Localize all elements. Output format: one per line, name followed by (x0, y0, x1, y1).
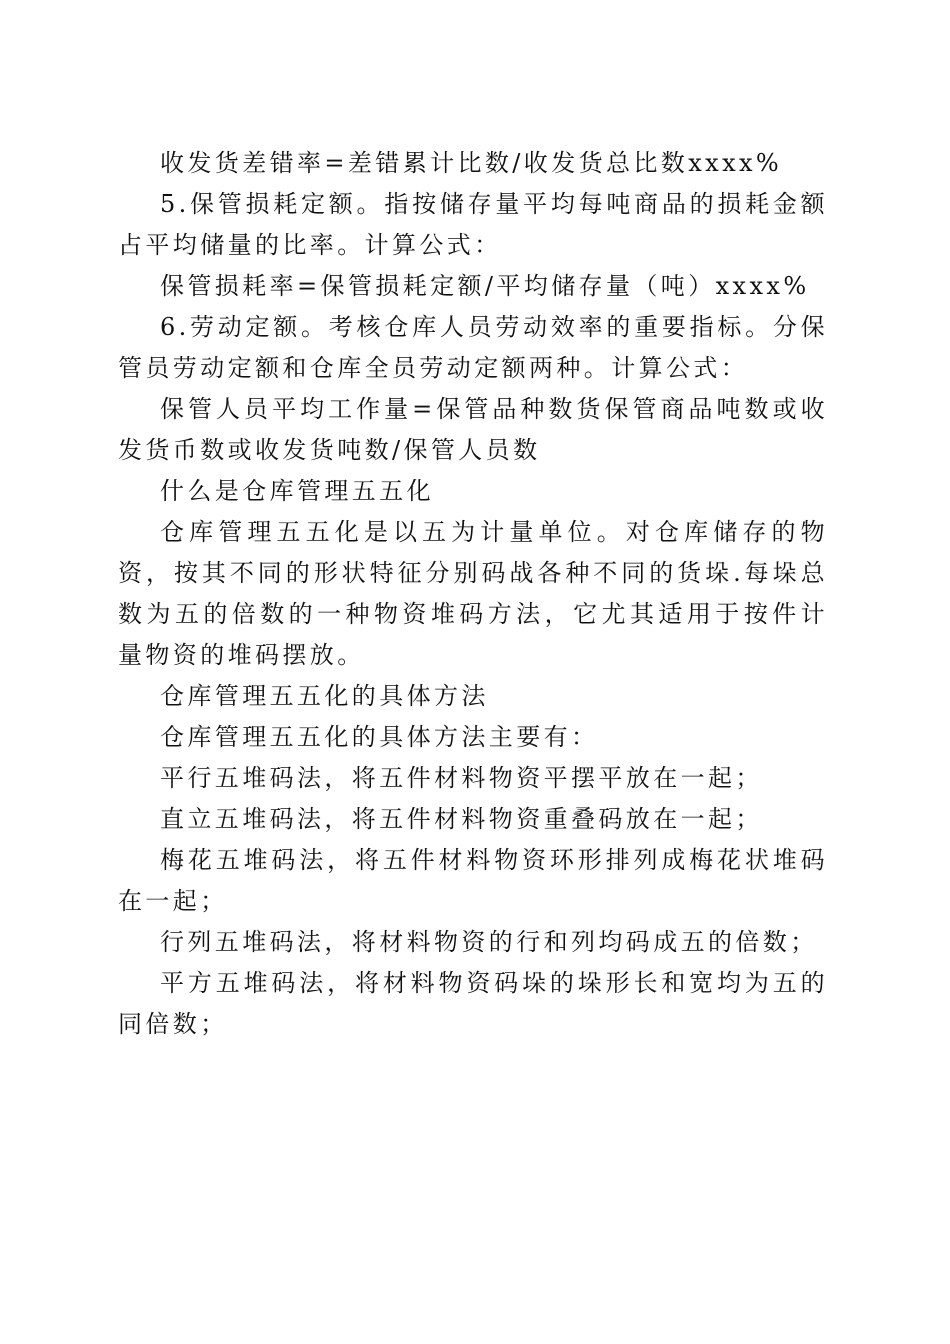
paragraph-labor-quota: 6.劳动定额。考核仓库人员劳动效率的重要指标。分保管员劳动定额和仓库全员劳动定额两种。计算公式： (118, 313, 828, 382)
list-item-row-column-stacking: 行列五堆码法，将材料物资的行和列均码成五的倍数； (160, 928, 818, 956)
paragraph-storage-loss-formula: 保管损耗率=保管损耗定额/平均储存量（吨）xxxx% (160, 272, 810, 300)
list-item-square-stacking: 平方五堆码法，将材料物资码垛的垛形长和宽均为五的同倍数； (118, 969, 828, 1038)
document-body (118, 143, 828, 1045)
list-item-parallel-stacking: 平行五堆码法，将五件材料物资平摆平放在一起； (160, 764, 763, 792)
heading-55-methods: 仓库管理五五化的具体方法 (160, 682, 489, 710)
paragraph-storage-loss-quota: 5.保管损耗定额。指按储存量平均每吨商品的损耗金额占平均储量的比率。计算公式： (118, 190, 828, 259)
paragraph-error-rate-formula: 收发货差错率=差错累计比数/收发货总比数xxxx% (160, 149, 783, 177)
paragraph-methods-intro: 仓库管理五五化的具体方法主要有： (160, 723, 599, 751)
paragraph-55-definition: 仓库管理五五化是以五为计量单位。对仓库储存的物资，按其不同的形状特征分别码战各种不同的货垛.每垛总数为五的倍数的一种物资堆码方法，它尤其适用于按件计量物资的堆码摆放。 (118, 518, 828, 669)
list-item-vertical-stacking: 直立五堆码法，将五件材料物资重叠码放在一起； (160, 805, 763, 833)
list-item-plum-stacking: 梅花五堆码法，将五件材料物资环形排列成梅花状堆码在一起； (118, 846, 828, 915)
heading-what-is-55: 什么是仓库管理五五化 (160, 477, 434, 505)
paragraph-workload-formula: 保管人员平均工作量=保管品种数货保管商品吨数或收发货币数或收发货吨数/保管人员数 (118, 395, 828, 464)
